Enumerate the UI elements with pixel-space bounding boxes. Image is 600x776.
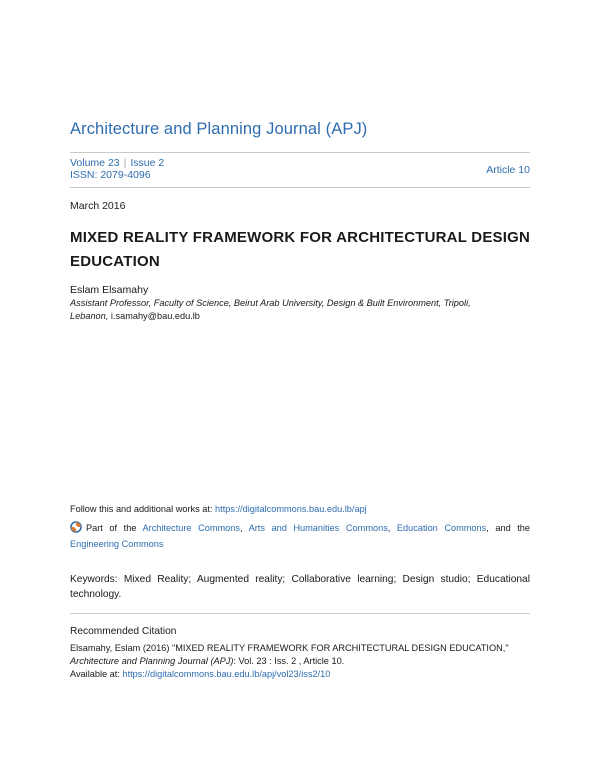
issn-text: ISSN: 2079-4096 bbox=[70, 169, 151, 181]
education-commons-link[interactable]: Education Commons bbox=[396, 523, 487, 533]
architecture-commons-link[interactable]: Architecture Commons bbox=[142, 523, 240, 533]
journal-title-link[interactable]: Architecture and Planning Journal (APJ) bbox=[70, 120, 368, 138]
keywords-text: Mixed Reality; Augmented reality; Collaborative learning; Design studio; Educational technology. bbox=[70, 574, 530, 600]
network-icon bbox=[70, 521, 82, 533]
header-divider-bottom bbox=[70, 187, 530, 188]
arts-humanities-commons-link[interactable]: Arts and Humanities Commons bbox=[248, 523, 388, 533]
citation-volume: : Vol. 23 : Iss. 2 , Article 10. bbox=[233, 656, 345, 666]
follow-prefix: Follow this and additional works at: bbox=[70, 504, 216, 514]
citation-journal: Architecture and Planning Journal (APJ) bbox=[70, 656, 234, 666]
author-email: i.samahy@bau.edu.lb bbox=[110, 311, 200, 321]
author-affiliation: Assistant Professor, Faculty of Science, Beirut Arab University, Design & Built Environment, Tripoli, Lebanon, i.samahy@bau.edu.lb bbox=[70, 298, 471, 321]
part-of-line: Part of the Architecture Commons, Arts and Humanities Commons, Education Commons, and the Engineering Commons bbox=[70, 523, 531, 549]
header-divider-top bbox=[70, 152, 530, 153]
engineering-commons-link[interactable]: Engineering Commons bbox=[70, 539, 164, 549]
available-prefix: Available at: bbox=[70, 669, 123, 679]
article-url-link[interactable]: https://digitalcommons.bau.edu.lb/apj/vol23/iss2/10 bbox=[122, 669, 331, 679]
citation-line-2 bbox=[70, 655, 530, 668]
citation-divider bbox=[70, 613, 530, 614]
volume-issue-block bbox=[70, 157, 164, 181]
citation-body bbox=[70, 642, 530, 681]
publication-date: March 2016 bbox=[70, 200, 126, 212]
article-link[interactable]: Article 10 bbox=[486, 164, 530, 176]
paper-title: MIXED REALITY FRAMEWORK FOR ARCHITECTURAL DESIGN EDUCATION bbox=[70, 229, 530, 270]
separator: | bbox=[123, 157, 127, 169]
and-the-text: , and the bbox=[486, 523, 531, 533]
affiliation-text: Assistant Professor, Faculty of Science, Beirut Arab University, Design & Built Environment, Tripoli, Lebanon bbox=[70, 298, 471, 321]
citation-line-1: Elsamahy, Eslam (2016) "MIXED REALITY FRAMEWORK FOR ARCHITECTURAL DESIGN EDUCATION," bbox=[70, 643, 509, 653]
keywords bbox=[70, 572, 530, 602]
citation-heading: Recommended Citation bbox=[70, 626, 177, 637]
repository-link[interactable]: https://digitalcommons.bau.edu.lb/apj bbox=[215, 504, 367, 514]
follow-line bbox=[70, 504, 367, 514]
part-of-prefix: Part of the bbox=[86, 523, 143, 533]
author-name: Eslam Elsamahy bbox=[70, 284, 149, 296]
volume-link[interactable]: Volume 23 bbox=[70, 157, 120, 169]
issue-link[interactable]: Issue 2 bbox=[130, 157, 165, 169]
citation-line-3 bbox=[70, 668, 530, 681]
keywords-label: Keywords: bbox=[70, 574, 118, 585]
